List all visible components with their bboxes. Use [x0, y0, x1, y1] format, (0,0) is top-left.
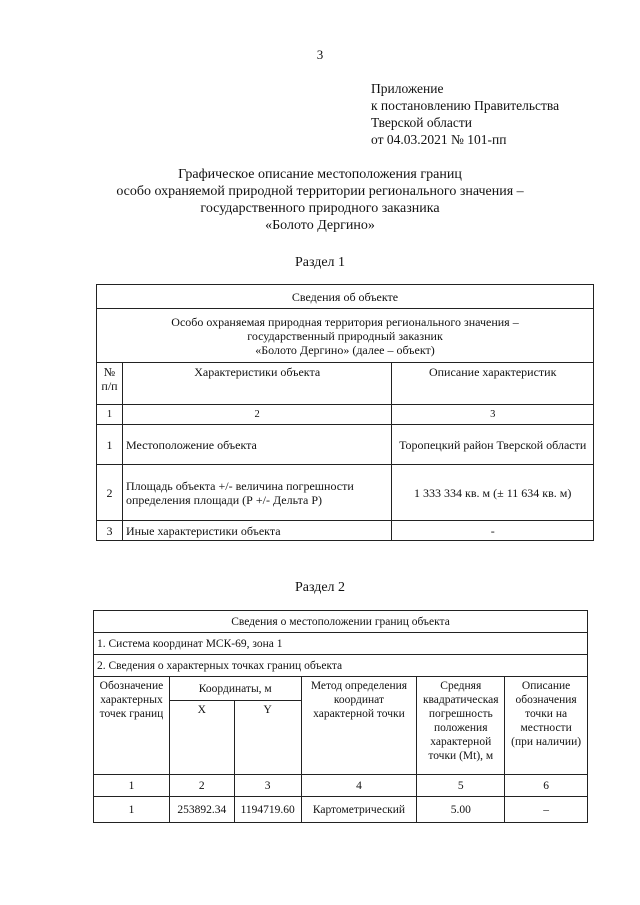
table-row — [97, 465, 594, 521]
row-description: Торопецкий район Тверской области — [392, 425, 594, 465]
appendix-line: Тверской области — [371, 115, 472, 130]
title-line: государственного природного заказника — [200, 201, 440, 216]
row-x: 253892.34 — [169, 797, 234, 823]
col-number: 6 — [505, 775, 588, 797]
row-num: 1 — [97, 425, 123, 465]
table-title: Сведения о местоположении границ объекта — [94, 611, 588, 633]
header-num: № п/п — [97, 363, 123, 405]
section-2-heading: Раздел 2 — [294, 580, 346, 595]
appendix-line: Приложение — [371, 81, 444, 96]
appendix-block — [371, 80, 559, 148]
header-x: X — [169, 701, 234, 775]
header-y: Y — [234, 701, 301, 775]
object-name-line: Особо охраняемая природная территория регионального значения – — [171, 314, 519, 329]
table-row — [94, 797, 588, 823]
section-1-heading: Раздел 1 — [294, 255, 346, 270]
header-characteristic: Характеристики объекта — [122, 363, 391, 405]
header-coords: Координаты, м — [169, 677, 301, 701]
row-num: 2 — [97, 465, 123, 521]
row-description: - — [392, 521, 594, 541]
col-number: 3 — [234, 775, 301, 797]
header-description: Описание характеристик — [392, 363, 594, 405]
document-title — [0, 166, 640, 234]
row-characteristic: Площадь объекта +/- величина погрешности определения площади (Р +/- Дельта Р) — [122, 465, 391, 521]
table-row — [97, 521, 594, 541]
col-number: 2 — [169, 775, 234, 797]
row-error: 5.00 — [417, 797, 505, 823]
header-error: Средняя квадратическая погрешность положения характерной точки (Mt), м — [417, 677, 505, 775]
appendix-line: от 04.03.2021 № 101-пп — [371, 132, 507, 147]
appendix-line: к постановлению Правительства — [371, 98, 560, 113]
row-description: 1 333 334 кв. м (± 11 634 кв. м) — [392, 465, 594, 521]
col-number: 1 — [94, 775, 170, 797]
header-point-description: Описание обозначения точки на местности (при наличии) — [505, 677, 588, 775]
row-characteristic: Местоположение объекта — [122, 425, 391, 465]
row-point: 1 — [94, 797, 170, 823]
row-y: 1194719.60 — [234, 797, 301, 823]
header-point: Обозначение характерных точек границ — [94, 677, 170, 775]
row-num: 3 — [97, 521, 123, 541]
header-method: Метод определения координат характерной точки — [301, 677, 417, 775]
points-title: 2. Сведения о характерных точках границ объекта — [94, 655, 588, 677]
object-info-table — [96, 284, 594, 541]
object-name — [97, 309, 594, 363]
row-characteristic: Иные характеристики объекта — [122, 521, 391, 541]
col-number: 2 — [122, 405, 391, 425]
row-method: Картометрический — [301, 797, 417, 823]
boundary-points-table — [93, 610, 588, 823]
table-title: Сведения об объекте — [97, 285, 594, 309]
title-line: Графическое описание местоположения границ — [178, 167, 462, 182]
col-number: 1 — [97, 405, 123, 425]
col-number: 5 — [417, 775, 505, 797]
row-point-description: – — [505, 797, 588, 823]
title-line: «Болото Дергино» — [265, 218, 375, 233]
coord-system: 1. Система координат МСК-69, зона 1 — [94, 633, 588, 655]
title-line: особо охраняемой природной территории регионального значения – — [116, 184, 524, 199]
col-number: 4 — [301, 775, 417, 797]
object-name-line: «Болото Дергино» (далее – объект) — [255, 342, 435, 357]
page-number: 3 — [316, 47, 324, 62]
table-row — [97, 425, 594, 465]
object-name-line: государственный природный заказник — [247, 328, 443, 343]
col-number: 3 — [392, 405, 594, 425]
